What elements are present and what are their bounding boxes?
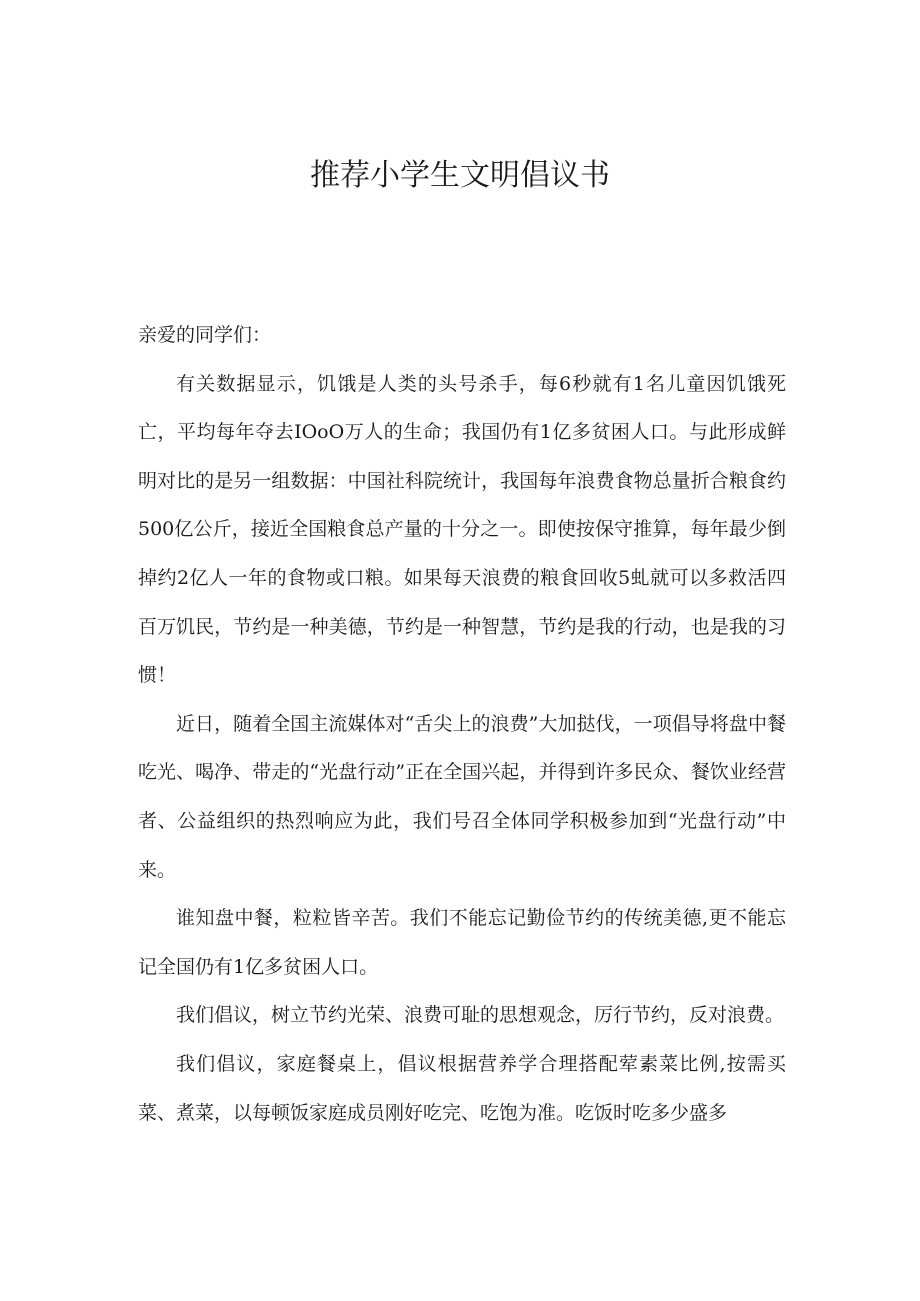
paragraph-proposal-values: 我们倡议，树立节约光荣、浪费可耻的思想观念，厉行节约，反对浪费。	[176, 1004, 785, 1027]
document-title: 推荐小学生文明倡议书	[310, 158, 610, 193]
paragraph-hunger-statistics: 有关数据显示，饥饿是人类的头号杀手，每6秒就有1名儿童因饥饿死亡，平均每年夺去IOoO万人的生命；我国仍有1亿多贫困人口。与此形成鲜明对比的是另一组数据：中国社科院统计，我国每年浪费食物总量折合粮食约500亿公斤，接近全国粮食总产量的十分之一。即使按保守推算，每年最少倒掉约2亿人一年的食物或口粮。如果每天浪费的粮食回收5虬就可以多救活四百万饥民，节约是一种美德，节约是一种智慧，节约是我的行动，也是我的习惯！	[138, 372, 786, 687]
document-body	[138, 311, 786, 1137]
salutation: 亲爱的同学们：	[138, 324, 272, 346]
paragraph-proposal-family-table: 我们倡议，家庭餐桌上，倡议根据营养学合理搭配荤素菜比例,按需买菜、煮菜，以每顿饭家庭成员刚好吃完、吃饱为准。吃饭时吃多少盛多	[138, 1052, 786, 1124]
paragraph-clean-plate-campaign: 近日，随着全国主流媒体对“舌尖上的浪费”大加挞伐，一项倡导将盘中餐吃光、喝净、带走的“光盘行动”正在全国兴起，并得到许多民众、餐饮业经营者、公益组织的热烈响应为此，我们号召全体同学积极参加到“光盘行动”中来。	[138, 712, 786, 881]
paragraph-every-grain: 谁知盘中餐，粒粒皆辛苦。我们不能忘记勤俭节约的传统美德,更不能忘记全国仍有1亿多贫困人口。	[138, 907, 786, 978]
